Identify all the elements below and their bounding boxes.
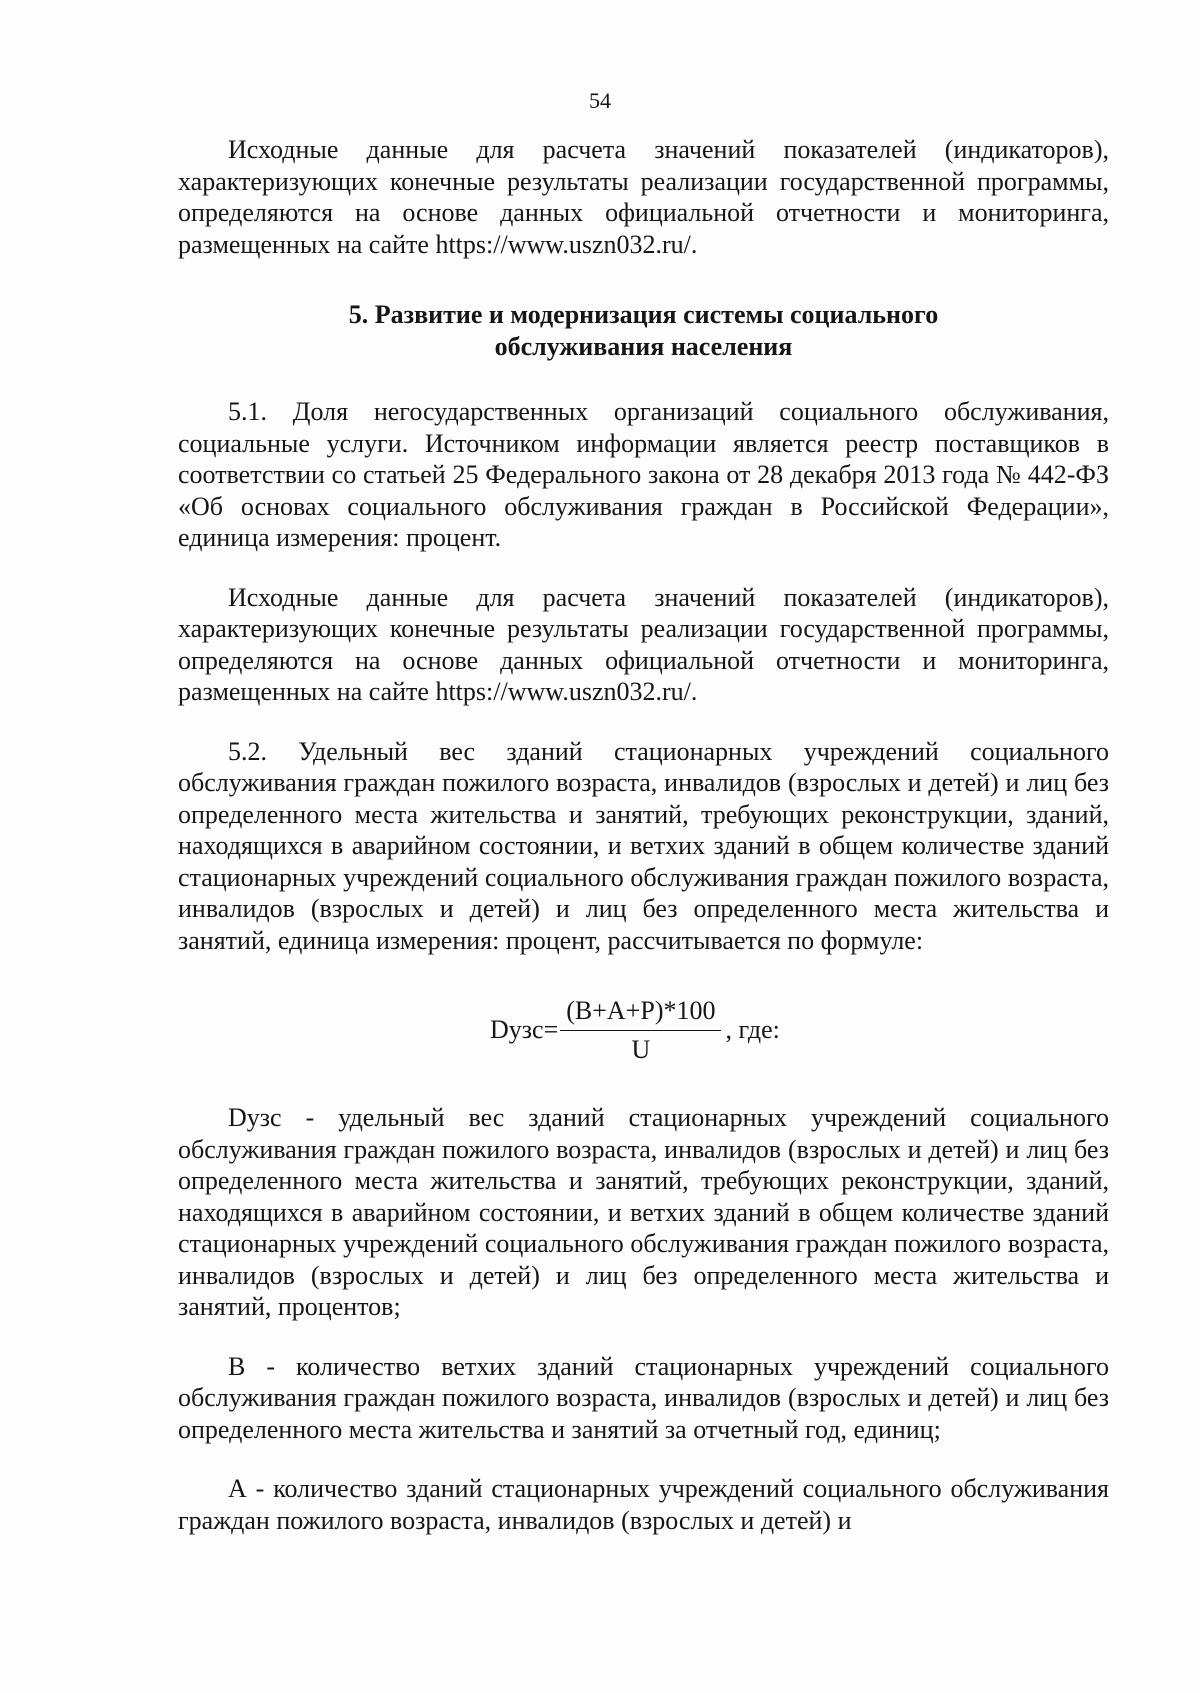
formula-suffix: , где:: [725, 1015, 780, 1044]
section-heading-line-1: 5. Развитие и модернизация системы социального: [348, 300, 939, 329]
definition-duzs: Dузс - удельный вес зданий стационарных учреждений социального обслуживания граждан пожилого возраста, инвалидов (взрослых и детей) и лиц без определенного места жительства и занятий, требующих реконструкции, зданий, находящихся в аварийном состоянии, и ветхих зданий в общем количестве зданий стационарных учреждений социального обслуживания граждан пожилого возраста, инвалидов (взрослых и детей) и лиц без определенного места жительства и занятий, процентов;: [178, 1103, 1109, 1321]
formula-fraction: [560, 994, 721, 1067]
formula-block: [178, 986, 1109, 1074]
paragraph-source-data-repeat: Исходные данные для расчета значений показателей (индикаторов), характеризующих конечные результаты реализации государственной программы, определяются на основе данных официальной отчетности и мониторинга, размещенных на сайте https://www.uszn032.ru/.: [178, 582, 1109, 706]
paragraph-5-1: 5.1. Доля негосударственных организаций социального обслуживания, социальные услуги. Источником информации является реестр поставщиков в соответствии со статьей 25 Федерального закона от 28 декабря 2013 года № 442-ФЗ «Об основах социального обслуживания граждан в Российской Федерации», единица измерения: процент.: [178, 397, 1109, 552]
section-heading-line-2: обслуживания населения: [494, 331, 793, 361]
section-heading: [178, 299, 1109, 362]
formula-lhs: Dузс=: [490, 1015, 559, 1044]
formula-denominator: U: [631, 1034, 651, 1064]
formula-numerator: (В+А+Р)*100: [560, 994, 721, 1031]
formula: [490, 986, 780, 1074]
document-body: [178, 134, 1109, 1536]
definition-v: В - количество ветхих зданий стационарных учреждений социального обслуживания граждан пожилого возраста, инвалидов (взрослых и детей) и лиц без определенного места жительства и занятий за отчетный год, единиц;: [178, 1351, 1109, 1444]
paragraph-source-data: Исходные данные для расчета значений показателей (индикаторов), характеризующих конечные результаты реализации государственной программы, определяются на основе данных официальной отчетности и мониторинга, размещенных на сайте https://www.uszn032.ru/.: [178, 135, 1109, 259]
page-number: 54: [589, 88, 611, 113]
paragraph-5-2: 5.2. Удельный вес зданий стационарных учреждений социального обслуживания граждан пожилого возраста, инвалидов (взрослых и детей) и лиц без определенного места жительства и занятий, требующих реконструкции, зданий, находящихся в аварийном состоянии, и ветхих зданий в общем количестве зданий стационарных учреждений социального обслуживания граждан пожилого возраста, инвалидов (взрослых и детей) и лиц без определенного места жительства и занятий, единица измерения: процент, рассчитывается по формуле:: [178, 736, 1109, 955]
definition-a: А - количество зданий стационарных учреждений социального обслуживания граждан пожилого возраста, инвалидов (взрослых и детей) и: [178, 1474, 1109, 1535]
